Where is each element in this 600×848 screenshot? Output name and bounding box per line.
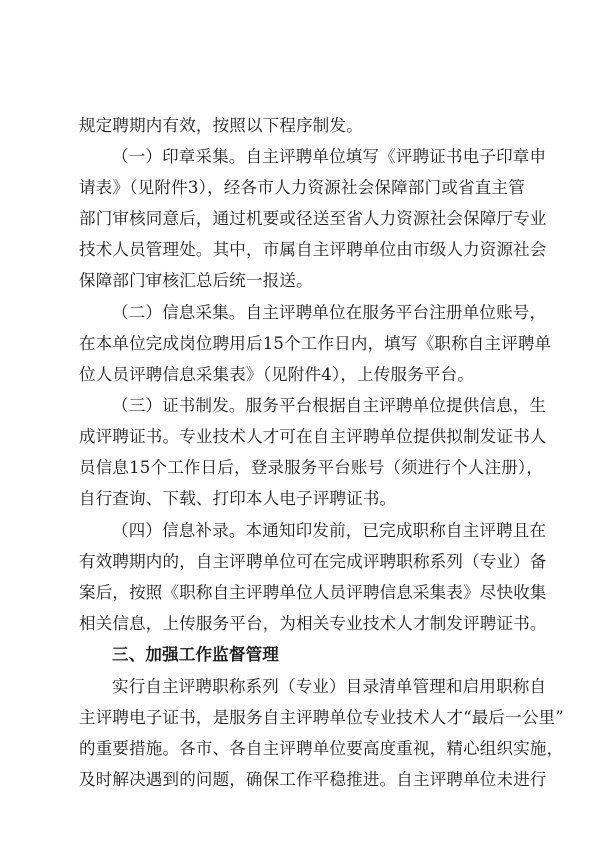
text-line: 及时解决遇到的问题，确保工作平稳推进。自主评聘单位未进行: [79, 770, 547, 789]
paragraph-seal-collection-line: （一）印章采集。自主评聘单位填写《评聘证书电子印章申: [112, 147, 547, 166]
paragraph-info-collection-line: （二）信息采集。自主评聘单位在服务平台注册单位账号，: [112, 303, 547, 322]
text-line: 保障部门审核汇总后统一报送。: [79, 271, 313, 290]
text-line: 规定聘期内有效，按照以下程序制发。: [79, 116, 363, 135]
text-line: 在本单位完成岗位聘用后15个工作日内，填写《职称自主评聘单: [79, 334, 552, 353]
paragraph-supervision-line: 实行自主评聘职称系列（专业）目录清单管理和启用职称自: [112, 677, 547, 696]
text-line: 成评聘证书。专业技术人才可在自主评聘单位提供拟制发证书人: [79, 427, 547, 446]
text-line: 请表》（见附件3），经各市人力资源社会保障部门或省直主管: [79, 178, 525, 197]
text-line: 相关信息，上传服务平台，为相关专业技术人才制发评聘证书。: [79, 614, 547, 633]
text-line: 员信息15个工作日后，登录服务平台账号（须进行个人注册），: [79, 458, 544, 477]
text-line: 位人员评聘信息采集表》（见附件4），上传服务平台。: [79, 365, 474, 384]
text-line: 部门审核同意后，通过机要或径送至省人力资源社会保障厅专业: [79, 209, 547, 228]
text-line: 技术人员管理处。其中，市属自主评聘单位由市级人力资源社会: [79, 240, 547, 259]
text-line: 案后，按照《职称自主评聘单位人员评聘信息采集表》尽快收集: [79, 583, 547, 602]
section-heading: 三、加强工作监督管理: [112, 645, 279, 664]
text-line: 有效聘期内的，自主评聘单位可在完成评聘职称系列（专业）备: [79, 552, 547, 571]
paragraph-info-supplement-line: （四）信息补录。本通知印发前，已完成职称自主评聘且在: [112, 521, 547, 540]
paragraph-certificate-issuance-line: （三）证书制发。服务平台根据自主评聘单位提供信息，生: [112, 396, 547, 415]
text-line: 主评聘电子证书，是服务自主评聘单位专业技术人才“最后一公里”: [79, 708, 564, 727]
text-line: 的重要措施。各市、各自主评聘单位要高度重视，精心组织实施，: [79, 739, 564, 758]
text-line: 自行查询、下载、打印本人电子评聘证书。: [79, 489, 397, 508]
